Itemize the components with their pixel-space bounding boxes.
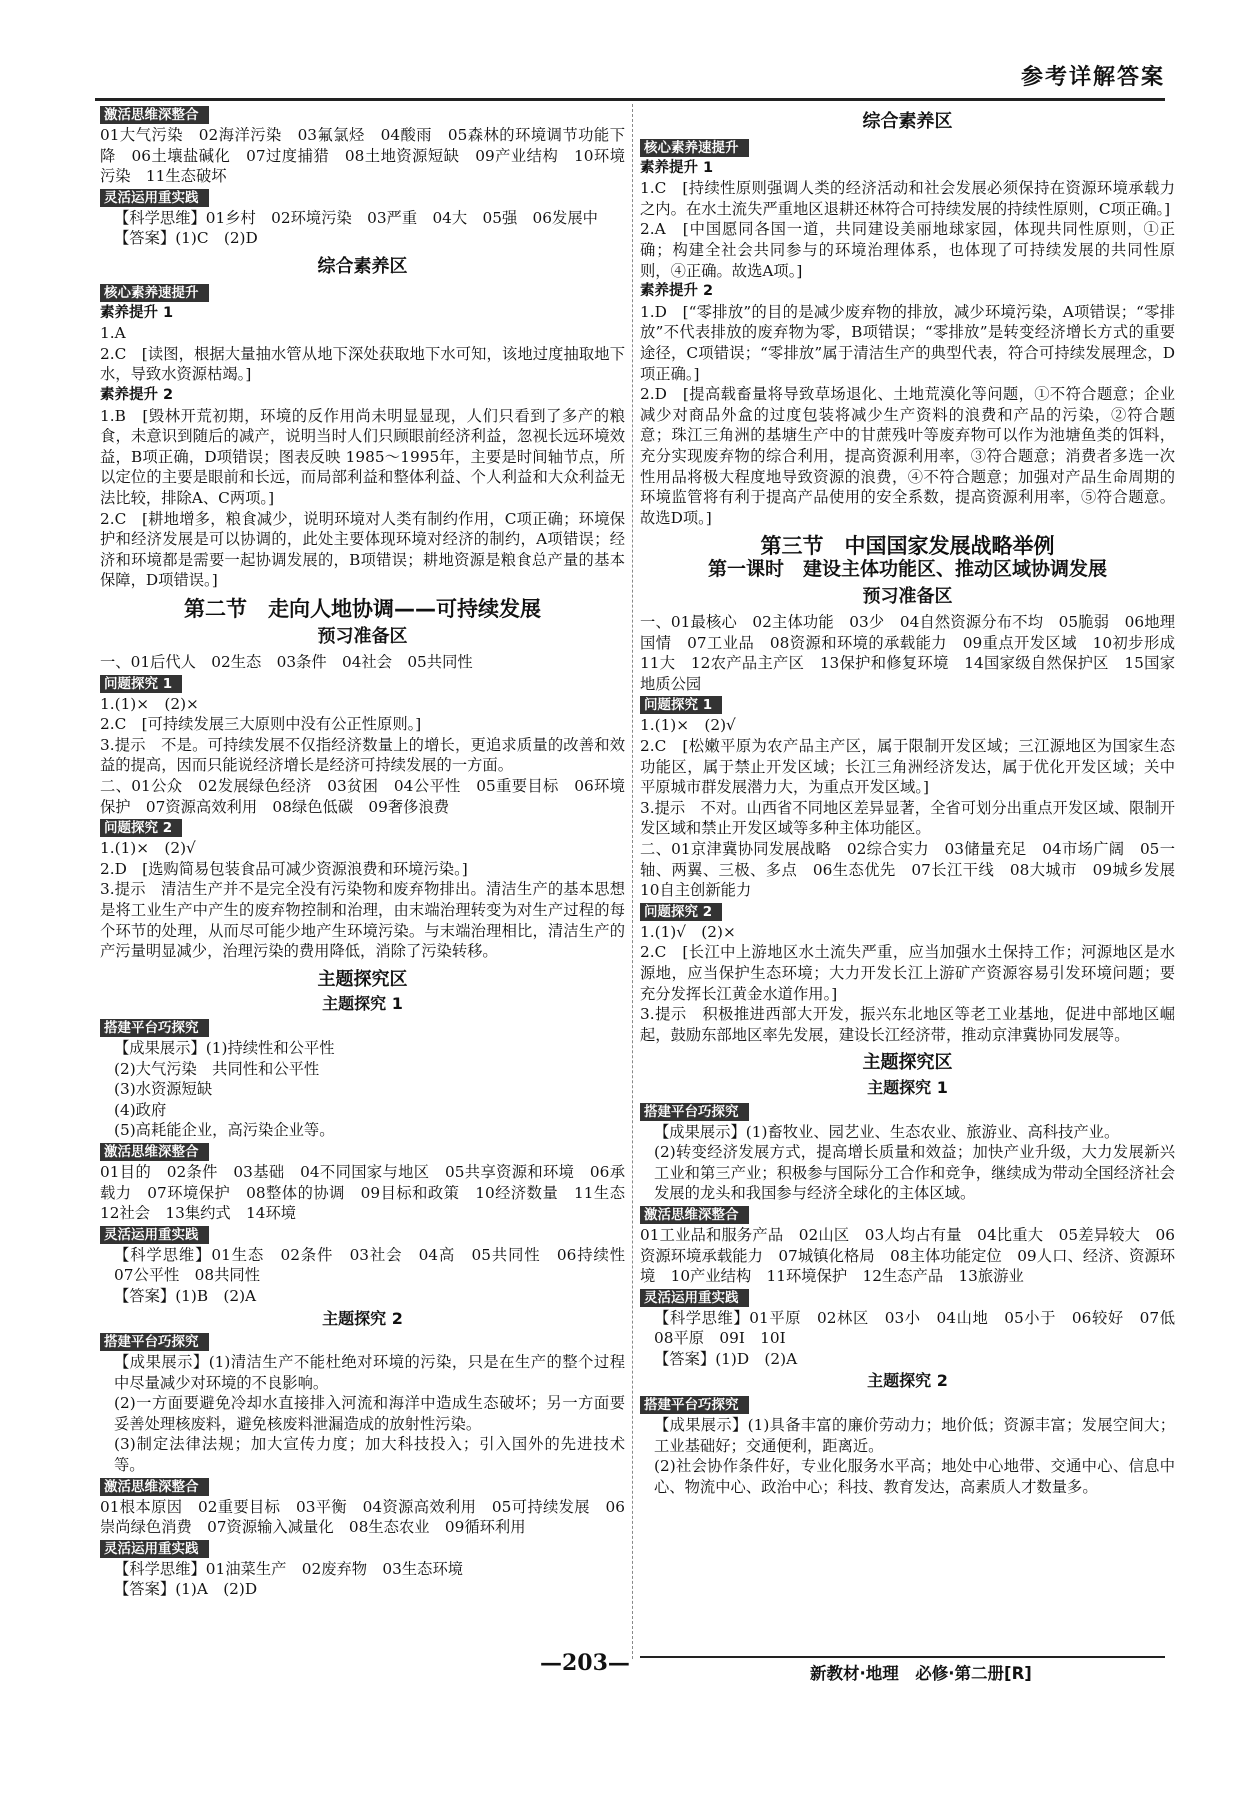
section-band: 搭建平台巧探究 [100,1019,209,1037]
answer-paragraph: 2.C [松嫩平原为农产品主产区，属于限制开发区域；三江源地区为国家生态功能区，属于禁止开发区域；长江三角洲经济发达，属于优化开发区域；关中平原城市群发展潜力大，为重点开发区域。] [640,737,1175,797]
section-band: 激活思维深整合 [100,1143,209,1161]
answer-paragraph: 3.提示 不对。山西省不同地区差异显著，全省可划分出重点开发区域、限制开发区域和禁止开发区域等多种主体功能区。 [640,798,1175,838]
section-band: 灵活运用重实践 [100,189,209,207]
header-title: 参考详解答案 [1020,65,1165,90]
answer-paragraph: 01根本原因 02重要目标 03平衡 04资源高效利用 05可持续发展 06崇尚绿色消费 07资源输入减量化 08生态农业 09循环利用 [100,1497,625,1537]
section-band: 搭建平台巧探究 [100,1333,209,1351]
answer-paragraph: 【科学思维】01平原 02林区 03小 04山地 05小于 06较好 07低 08平原 09Ⅰ 10Ⅰ [654,1308,1191,1348]
answer-paragraph: 2.C [耕地增多，粮食减少，说明环境对人类有制约作用，C项正确；环境保护和经济发展是可以协调的，此处主要体现环境对经济的制约，A项错误；经济和环境都是需要一起协调发展的，B项错误；耕地资源是粮食总产量的基本保障，D项错误。] [100,509,625,590]
section-band: 问题探究 1 [100,675,182,693]
section-heading: 综合素养区 [862,111,953,132]
section-band: 激活思维深整合 [100,1478,209,1496]
answer-paragraph: 【科学思维】01生态 02条件 03社会 04高 05共同性 06持续性 07公平性 08共同性 [114,1245,641,1285]
topic-heading: 主题探究 2 [322,1308,403,1328]
answer-paragraph: 1.(1)× (2)√ [640,716,736,735]
header-rule [95,98,1165,101]
chapter-heading: 第三节 中国国家发展战略举例 [760,534,1055,559]
page-number: —203— [540,1650,630,1676]
answer-paragraph: (2)一方面要避免冷却水直接排入河流和海洋中造成生态破坏；另一方面要妥善处理核废料，避免核废料泄漏造成的放射性污染。 [114,1394,625,1433]
answer-paragraph: 【答案】(1)B (2)A [114,1286,257,1305]
answer-paragraph: 1.(1)× (2)√ [100,839,196,858]
answer-paragraph: 【答案】(1)C (2)D [114,229,258,248]
sub-label: 素养提升 1 [640,159,714,176]
answer-paragraph: (4)政府 [114,1100,167,1119]
answer-paragraph: 2.D [提高载畜量将导致草场退化、土地荒漠化等问题，①不符合题意；企业减少对商品外盒的过度包装将减少生产资料的浪费和产品的污染，②符合题意；珠江三角洲的基塘生产中的甘蔗残叶等废弃物可以作为池塘鱼类的饵料，充分实现废弃物的综合利用，提高资源利用率，③符合题意；消费者多选一次性用品将极大程度地导致资源的浪费，④不符合题意；加强对产品生命周期的环境监管将有利于提高产品使用的安全系数，提高资源利用率，⑤符合题意。故选D项。] [640,385,1175,527]
answer-paragraph: 【科学思维】01乡村 02环境污染 03严重 04大 05强 06发展中 [114,208,598,227]
answer-paragraph: 2.C [可持续发展三大原则中没有公正性原则。] [100,715,422,734]
answer-paragraph: 【答案】(1)D (2)A [654,1349,798,1368]
answer-paragraph: 3.提示 积极推进西部大开发，振兴东北地区等老工业基地，促进中部地区崛起，鼓励东部地区率先发展，建设长江经济带，推动京津冀协同发展等。 [640,1005,1175,1044]
answer-paragraph: (2)大气污染 共同性和公平性 [114,1059,320,1078]
section-band: 激活思维深整合 [640,1206,749,1224]
topic-heading: 主题探究 2 [867,1371,948,1391]
answer-paragraph: 1.C [持续性原则强调人类的经济活动和社会发展必须保持在资源环境承载力之内。在水土流失严重地区退耕还林符合可持续发展的持续性原则，C项正确。] [640,179,1175,218]
left-column [100,104,641,1600]
answer-paragraph: 2.C [长江中上游地区水土流失严重，应当加强水土保持工作；河源地区是水源地，应当保护生态环境；大力开发长江上游矿产资源容易引发环境问题；要充分发挥长江黄金水道作用。] [640,943,1175,1003]
answer-paragraph: 3.提示 不是。可持续发展不仅指经济数量上的增长，更追求质量的改善和效益的提高，因而只能说经济增长是经济可持续发展的一方面。 [100,735,625,775]
answer-paragraph: 1.D [“零排放”的目的是减少废弃物的排放，减少环境污染，A项错误；“零排放”不代表排放的废弃物为零，B项错误；“零排放”是转变经济增长方式的重要途径，C项错误；“零排放”属于清洁生产的典型代表，符合可持续发展理念，D项正确。] [640,302,1175,383]
answer-paragraph: 1.B [毁林开荒初期，环境的反作用尚未明显显现，人们只看到了多产的粮食，未意识到随后的减产，说明当时人们只顾眼前经济利益，忽视长远环境效益，B项正确，D项错误；图表反映 1985～1995年，主要是时间轴节点，所以定位的主要是眼前和长远，而局部利益和整体利益、个人利益和大众利益无法比较，排除A、C两项。] [100,406,625,507]
sub-label: 素养提升 1 [100,304,174,321]
answer-paragraph: 1.(1)√ (2)× [640,922,736,941]
section-band: 核心素养速提升 [640,139,749,157]
answer-paragraph: 【成果展示】(1)畜牧业、园艺业、生态农业、旅游业、高科技产业。 [654,1122,1120,1141]
answer-paragraph: 【成果展示】(1)具备丰富的廉价劳动力；地价低；资源丰富；发展空间大；工业基础好；交通便利，距离近。 [654,1416,1175,1455]
answer-paragraph: 【答案】(1)A (2)D [114,1580,258,1599]
answer-paragraph: 【科学思维】01油菜生产 02废弃物 03生态环境 [114,1559,464,1578]
section-heading: 主题探究区 [317,968,408,990]
section-band: 问题探究 2 [100,819,182,837]
chapter-heading: 第二节 走向人地协调——可持续发展 [184,596,541,621]
answer-paragraph: (5)高耗能企业，高污染企业等。 [114,1121,335,1140]
column-divider [632,104,633,1659]
section-band: 核心素养速提升 [100,284,209,302]
section-band: 灵活运用重实践 [640,1289,749,1307]
section-heading: 综合素养区 [317,255,408,277]
sub-label: 素养提升 2 [100,386,174,403]
answer-paragraph: 一、01后代人 02生态 03条件 04社会 05共同性 [100,653,473,672]
sub-label: 素养提升 2 [640,283,714,300]
answer-paragraph: 二、01公众 02发展绿色经济 03贫困 04公平性 05重要目标 06环境保护 07资源高效利用 08绿色低碳 09奢侈浪费 [100,777,625,816]
topic-heading: 主题探究 1 [322,994,403,1014]
section-band: 灵活运用重实践 [100,1540,209,1558]
answer-paragraph: 【成果展示】(1)持续性和公平性 [114,1038,335,1057]
answer-paragraph: (3)水资源短缺 [114,1080,213,1099]
section-band: 搭建平台巧探究 [640,1103,749,1121]
section-band: 问题探究 2 [640,903,722,921]
topic-heading: 主题探究 1 [867,1077,948,1097]
answer-paragraph: 01大气污染 02海洋污染 03氟氯烃 04酸雨 05森林的环境调节功能下降 06土壤盐碱化 07过度捕猎 08土地资源短缺 09产业结构 10环境污染 11生态破坏 [100,126,625,186]
answer-paragraph: (2)社会协作条件好，专业化服务水平高；地处中心地带、交通中心、信息中心、物流中心、政治中心；科技、教育发达，高素质人才数量多。 [654,1457,1175,1496]
answer-paragraph: 二、01京津冀协同发展战略 02综合实力 03储量充足 04市场广阔 05一轴、两翼、三极、多点 06生态优先 07长江干线 08大城市 09城乡发展 10自主创新能力 [640,840,1191,900]
section-heading: 预习准备区 [862,586,953,608]
right-column [640,104,1191,1497]
answer-paragraph: (3)制定法律法规；加大宣传力度；加大科技投入；引入国外的先进技术等。 [114,1435,625,1475]
section-band: 搭建平台巧探究 [640,1396,749,1414]
section-heading: 预习准备区 [317,626,408,648]
lesson-heading: 第一课时 建设主体功能区、推动区域协调发展 [707,557,1107,580]
answer-paragraph: 【成果展示】(1)清洁生产不能杜绝对环境的污染，只是在生产的整个过程中尽量减少对环境的不良影响。 [114,1353,625,1392]
section-band: 问题探究 1 [640,696,722,714]
answer-paragraph: 01工业品和服务产品 02山区 03人均占有量 04比重大 05差异较大 06资源环境承载能力 07城镇化格局 08主体功能定位 09人口、经济、资源环境 10产业结构 11环境保护 12生态产品 13旅游业 [640,1225,1175,1286]
answer-paragraph: 3.提示 清洁生产并不是完全没有污染物和废弃物排出。清洁生产的基本思想是将工业生产中产生的废弃物控制和治理，由末端治理转变为对生产过程的每个环节的处理，从而尽可能少地产生环境污染。与末端治理相比，清洁生产的产污量明显减少，治理污染的费用降低，消除了污染转移。 [100,880,625,961]
answer-paragraph: 一、01最核心 02主体功能 03少 04自然资源分布不均 05脆弱 06地理国情 07工业品 08资源和环境的承载能力 09重点开发区域 10初步形成 11大 12农产品主产区 13保护和修复环境 14国家级自然保护区 15国家地质公园 [640,613,1191,693]
answer-paragraph: (2)转变经济发展方式，提高增长质量和效益；加快产业升级，大力发展新兴工业和第三产业；积极参与国际分工合作和竞争，继续成为带动全国经济社会发展的龙头和我国参与经济全球化的主体区域。 [654,1143,1175,1203]
answer-paragraph: 01目的 02条件 03基础 04不同国家与地区 05共享资源和环境 06承载力 07环境保护 08整体的协调 09目标和政策 10经济数量 11生态 12社会 13集约式 14环境 [100,1162,641,1223]
answer-paragraph: 1.(1)× (2)× [100,694,199,713]
section-heading: 主题探究区 [862,1052,953,1074]
answer-paragraph: 1.A [100,324,126,343]
answer-paragraph: 2.C [读图，根据大量抽水管从地下深处获取地下水可知，该地过度抽取地下水，导致水资源枯竭。] [100,344,625,384]
section-band: 灵活运用重实践 [100,1226,209,1244]
book-title: 新教材·地理 必修·第二册[R] [810,1664,1032,1683]
answer-paragraph: 2.D [选购简易包装食品可减少资源浪费和环境污染。] [100,859,468,878]
section-band: 激活思维深整合 [100,106,209,124]
answer-paragraph: 2.A [中国愿同各国一道，共同建设美丽地球家园，体现共同性原则，①正确；构建全社会共同参与的环境治理体系，也体现了可持续发展的共同性原则，④正确。故选A项。] [640,220,1175,280]
